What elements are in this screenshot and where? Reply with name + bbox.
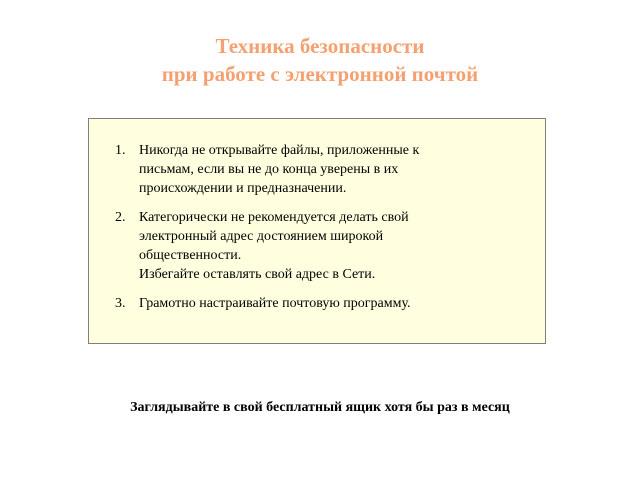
title-line-1: Техника безопасности (215, 34, 425, 58)
footer-note: Заглядывайте в свой бесплатный ящик хотя бы раз в месяц (130, 400, 510, 415)
list-item-line: электронный адрес достоянием широкой (139, 229, 384, 244)
tips-box (88, 118, 546, 344)
list-item-number: 3. (115, 296, 126, 311)
tips-list (115, 141, 455, 323)
list-item-line: Категорически не рекомендуется делать свой (139, 210, 409, 225)
page-title (0, 32, 640, 88)
list-item-line: Грамотно настраивайте почтовую программу. (139, 296, 411, 311)
list-item-line: письмам, если вы не до конца уверены в их (139, 162, 399, 177)
list-item-number: 2. (115, 210, 126, 225)
title-line-2: при работе с электронной почтой (161, 62, 479, 86)
list-item-line: Никогда не открывайте файлы, приложенные к (139, 143, 420, 158)
list-item-line: Избегайте оставлять свой адрес в Сети. (139, 267, 376, 282)
list-item (115, 294, 455, 313)
list-item-line: общественности. (139, 248, 242, 263)
list-item-number: 1. (115, 143, 126, 158)
list-item-line: происхождении и предназначении. (139, 181, 347, 196)
list-item (115, 208, 455, 284)
list-item (115, 141, 455, 198)
